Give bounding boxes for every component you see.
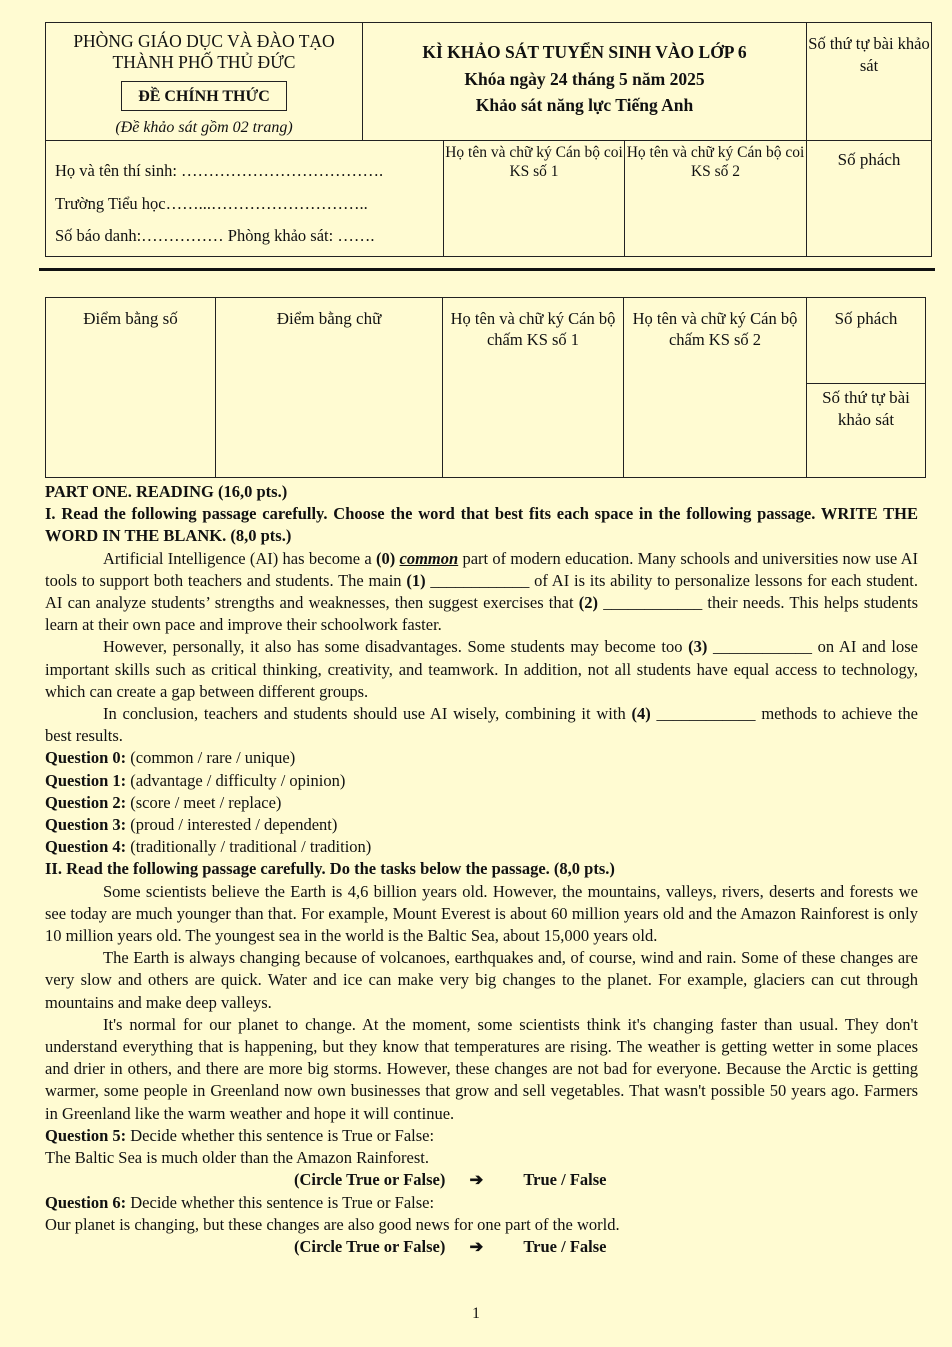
- question-2: [45, 792, 918, 814]
- score-words-cell[interactable]: [216, 298, 443, 478]
- question-6-statement: Our planet is changing, but these changes are also good news for one part of the world.: [45, 1214, 620, 1234]
- exam-date: Khóa ngày 24 tháng 5 năm 2025: [464, 69, 705, 89]
- candidate-name-field[interactable]: Họ và tên thí sinh: ……………………………….: [55, 161, 384, 180]
- section1-heading: I. Read the following passage carefully. Choose the word that best fits each space in the following passage. WRITE THE WORD IN THE BLANK. (8,0 pts.): [45, 504, 918, 546]
- passage2-paragraph1: Some scientists believe the Earth is 4,6 billion years old. However, the mountains, valleys, rivers, deserts and forests we see today are much younger than that. For example, Mount Everest is about 60 million years old and the Amazon Rainforest is only 10 million years old. The youngest sea in the world is the Baltic Sea, about 15,000 years old.: [45, 881, 918, 946]
- score-so-phach-label: Số phách: [834, 309, 898, 328]
- part1-title: PART ONE. READING (16,0 pts.): [45, 482, 288, 501]
- page-number: 1: [472, 1305, 480, 1322]
- question-1: [45, 770, 918, 792]
- exam-content: [45, 481, 918, 1258]
- question-number: (1): [406, 570, 426, 590]
- blank-2[interactable]: ____________: [603, 593, 703, 613]
- question-number: (0): [375, 548, 396, 568]
- blank-3[interactable]: ____________: [713, 637, 813, 657]
- score-number-label: Điểm bằng số: [83, 309, 178, 328]
- question-4: [45, 836, 918, 858]
- stt-cell: [807, 23, 932, 141]
- divider-rule: [39, 268, 935, 271]
- question-prompt: Decide whether this sentence is True or False:: [126, 1125, 435, 1145]
- department-line2: THÀNH PHỐ THỦ ĐỨC: [112, 52, 296, 72]
- official-stamp: ĐỀ CHÍNH THỨC: [121, 81, 287, 111]
- grader1-label: Họ tên và chữ ký Cán bộ chấm KS số 1: [450, 309, 616, 349]
- question-label: Question 5:: [45, 1125, 127, 1145]
- grader2-label: Họ tên và chữ ký Cán bộ chấm KS số 2: [632, 309, 798, 349]
- text-span: their needs. This helps students learn at their own pace and improve their schoolwork faster.: [45, 593, 919, 635]
- school-field[interactable]: Trường Tiểu học……...………………………..: [55, 193, 368, 213]
- text-span: part of modern education. Many schools and universities now use AI tools to support both teachers and students. The main: [45, 548, 919, 590]
- text-span: methods to achieve the best results.: [45, 704, 918, 746]
- question-options: (score / meet / replace): [126, 792, 282, 812]
- circle-instruction: (Circle True or False): [294, 1236, 446, 1256]
- question-prompt: Decide whether this sentence is True or False:: [126, 1192, 435, 1212]
- score-table: [45, 297, 926, 478]
- question-label: Question 0:: [45, 748, 127, 768]
- question-options: (advantage / difficulty / opinion): [126, 770, 346, 790]
- stt-label: Số thứ tự bài khảo sát: [808, 34, 930, 75]
- question-label: Question 6:: [45, 1192, 127, 1212]
- text-span: on AI and lose important skills such as critical thinking, creativity, and teamwork. In addition, not all students have equal access to technology, which can create a gap between different groups.: [45, 637, 918, 701]
- proctor2-cell: [625, 141, 807, 257]
- proctor1-label: Họ tên và chữ ký Cán bộ coi KS số 1: [445, 144, 623, 180]
- question-number: (4): [631, 704, 651, 724]
- arrow-icon: ➔: [469, 1170, 484, 1190]
- true-false-choice[interactable]: True / False: [523, 1170, 607, 1190]
- text-span: However, personally, it also has some disadvantages. Some students may become too: [103, 637, 689, 657]
- proctor1-cell: [444, 141, 625, 257]
- passage2-paragraph2: The Earth is always changing because of volcanoes, earthquakes and, of course, wind and rain. Some of these changes are very slow and others are quick. Water and ice can make very big changes to the planet. For example, glaciers can cut through mountains and make deep valleys.: [45, 948, 918, 1012]
- question-0: [45, 747, 918, 769]
- true-false-choice[interactable]: True / False: [523, 1236, 607, 1256]
- proctor2-label: Họ tên và chữ ký Cán bộ coi KS số 2: [626, 144, 805, 180]
- question-label: Question 2:: [45, 792, 127, 812]
- passage1-paragraph2: [45, 636, 918, 703]
- score-stt-cell: [807, 384, 926, 478]
- exam-subject: Khảo sát năng lực Tiếng Anh: [475, 95, 694, 115]
- question-5: [45, 1125, 918, 1147]
- arrow-icon: ➔: [469, 1236, 484, 1256]
- department-line1: PHÒNG GIÁO DỤC VÀ ĐÀO TẠO: [73, 31, 335, 51]
- so-phach-label: Số phách: [837, 150, 901, 169]
- pages-note: (Đề khảo sát gồm 02 trang): [115, 119, 293, 136]
- grader1-cell[interactable]: [443, 298, 624, 478]
- candidate-info-cell: [46, 141, 444, 257]
- question-6: [45, 1192, 918, 1214]
- score-number-cell[interactable]: [46, 298, 216, 478]
- question-label: Question 1:: [45, 770, 127, 790]
- department-cell: [46, 23, 363, 141]
- section2-heading: II. Read the following passage carefully. Do the tasks below the passage. (8,0 pts.): [45, 859, 615, 879]
- example-answer: common: [399, 548, 459, 568]
- question-5-statement: The Baltic Sea is much older than the Amazon Rainforest.: [45, 1148, 429, 1168]
- exam-title-cell: [363, 23, 807, 141]
- grader2-cell[interactable]: [624, 298, 807, 478]
- question-options: (traditionally / traditional / tradition): [126, 837, 372, 857]
- question-options: (proud / interested / dependent): [126, 815, 338, 835]
- question-number: (3): [688, 637, 708, 657]
- score-stt-label: Số thứ tự bài khảo sát: [822, 388, 910, 429]
- text-span: of AI is its ability to personalize lessons for each student. AI can analyze students’ strengths and weaknesses, then suggest exercises that: [45, 570, 918, 613]
- exam-title: KÌ KHẢO SÁT TUYỂN SINH VÀO LỚP 6: [422, 42, 747, 62]
- passage1-paragraph3: [45, 703, 918, 747]
- question-label: Question 3:: [45, 815, 127, 835]
- score-so-phach-cell: [807, 298, 926, 384]
- question-6-answer-line: [45, 1236, 918, 1258]
- header-table: [45, 22, 932, 257]
- passage1-paragraph1: [45, 548, 918, 637]
- question-number: (2): [578, 593, 598, 613]
- so-phach-cell: [807, 141, 932, 257]
- question-label: Question 4:: [45, 837, 127, 857]
- passage2-paragraph3: It's normal for our planet to change. At the moment, some scientists think it's changing faster than usual. They don't understand everything that is happening, but they know that temperatures are rising. The weather is getting wetter in some places and drier in others, and there are more big storms. However, these changes are not bad for everyone. Because the Arctic is getting warmer, some people in Greenland now own businesses that grow and sell vegetables. That wasn't possible 50 years ago. Farmers in Greenland like the warm weather and hope it will continue.: [45, 1014, 918, 1123]
- score-words-label: Điểm bằng chữ: [276, 309, 382, 328]
- question-options: (common / rare / unique): [126, 748, 296, 768]
- candidate-number-field[interactable]: Số báo danh:…………… Phòng khảo sát: …….: [55, 226, 375, 245]
- blank-4[interactable]: ____________: [656, 704, 756, 724]
- blank-1[interactable]: ____________: [430, 570, 530, 590]
- question-5-answer-line: [45, 1169, 918, 1191]
- circle-instruction: (Circle True or False): [294, 1170, 446, 1190]
- text-span: Artificial Intelligence (AI) has become a: [103, 548, 376, 568]
- question-3: [45, 814, 918, 836]
- text-span: In conclusion, teachers and students should use AI wisely, combining it with: [103, 704, 632, 724]
